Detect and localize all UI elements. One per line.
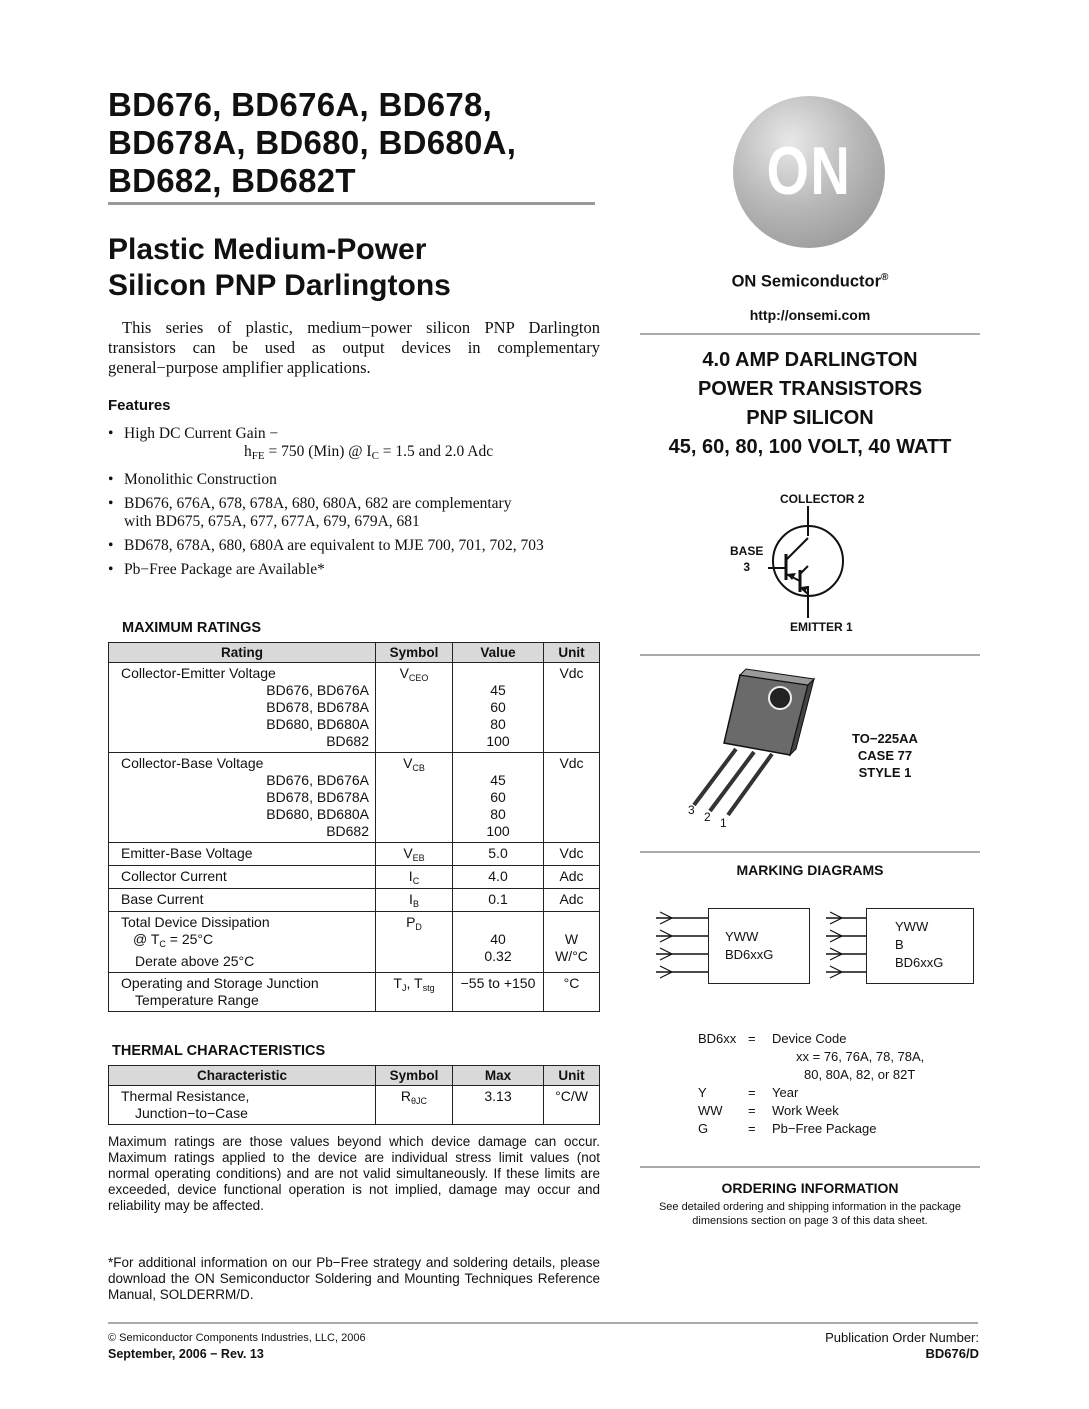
ordering-text: See detailed ordering and shipping information in the package dimensions section on page 3 of this data sheet. — [658, 1201, 962, 1227]
marking-line: BD6xxG — [725, 947, 774, 962]
legend-row: G = Pb−Free Package — [698, 1121, 877, 1136]
revision-date: September, 2006 − Rev. 13 — [108, 1347, 264, 1361]
column-header: Max — [453, 1066, 544, 1086]
table-row: Total Device Dissipation @ $T_C = 25^\circ C$ Derate above 25°C $P_D$ 40 0.32 W W/°C — [109, 912, 600, 973]
column-header: Symbol — [376, 1066, 453, 1086]
table-header-row — [109, 643, 600, 663]
marking-diagram-1 — [656, 908, 811, 988]
max-ratings-table — [108, 642, 600, 1012]
bullet-icon: • — [108, 495, 114, 512]
pin-label: 2 — [704, 810, 711, 824]
right-divider — [640, 851, 980, 853]
marking-line: BD6xxG — [895, 955, 944, 970]
marking-diagram-2 — [826, 908, 981, 988]
feature-item: • Monolithic Construction — [108, 471, 277, 488]
right-divider — [640, 654, 980, 656]
bullet-icon: • — [108, 561, 114, 578]
ordering-heading: ORDERING INFORMATION — [721, 1180, 899, 1196]
table-row: Thermal Resistance, Junction−to−Case $R_{\theta JC}$ 3.13 °C/W — [109, 1086, 600, 1125]
document-subtitle — [108, 232, 608, 304]
features-list — [108, 425, 618, 585]
feature-item: • High DC Current Gain − $h_{FE} = 750$ (Min) @ $I_C = 1.5$ and 2.0 Adc — [108, 425, 618, 465]
brand-name: ON Semiconductor® — [731, 272, 889, 291]
feature-item: • BD678, 678A, 680, 680A are equivalent to MJE 700, 701, 702, 703 — [108, 537, 544, 554]
legend-row: Y = Year — [698, 1085, 799, 1100]
feature-item: • BD676, 676A, 678, 678A, 680, 680A, 682 are complementary with BD675, 675A, 677, 677A, 679, 679A, 681 — [108, 495, 512, 530]
marking-line: B — [895, 937, 904, 952]
marking-line: YWW — [725, 929, 759, 944]
column-header: Rating — [109, 643, 376, 663]
on-semiconductor-logo — [733, 96, 885, 248]
footer-left — [108, 1330, 366, 1362]
document-title — [108, 86, 608, 200]
logo-text: ON — [766, 133, 852, 209]
copyright-text: © Semiconductor Components Industries, LLC, 2006 — [108, 1332, 366, 1344]
bullet-icon: • — [108, 537, 114, 554]
thermal-table — [108, 1065, 600, 1125]
package-info: TO−225AA CASE 77 STYLE 1 — [852, 731, 918, 780]
footer-divider — [108, 1322, 978, 1324]
legend-row: BD6xx = Device Code — [698, 1031, 847, 1046]
lead-frame-icon — [656, 908, 716, 988]
pbfree-footnote: *For additional information on our Pb−Free strategy and soldering details, please download the ON Semiconductor Soldering and Mounting Techniques Reference Manual, SOLDERRM/D. — [108, 1255, 600, 1302]
pnp-darlington-symbol — [728, 488, 888, 638]
subtitle-line: Plastic Medium-Power — [108, 233, 427, 266]
footer-right — [825, 1330, 979, 1362]
column-header: Value — [453, 643, 544, 663]
column-header: Characteristic — [109, 1066, 376, 1086]
column-header: Unit — [544, 1066, 600, 1086]
table-row: Collector-Base Voltage BD676, BD676A BD678, BD678A BD680, BD680A BD682 $V_{CB}$ 45 60 80 100 Vdc — [109, 753, 600, 843]
column-header: Unit — [544, 643, 600, 663]
emitter-label: EMITTER 1 — [790, 620, 853, 634]
column-header: Symbol — [376, 643, 453, 663]
ratings-note: Maximum ratings are those values beyond which device damage can occur. Maximum ratings applied to the device are individual stress limit values (not normal operating conditions) and are not valid simultaneously. If these limits are exceeded, device functional operation is not implied, damage may occur and reliability may be affected. — [108, 1134, 600, 1213]
publication-number: BD676/D — [925, 1346, 979, 1361]
title-line: BD678A, BD680, BD680A, — [108, 124, 517, 161]
table-row: Collector-Emitter Voltage BD676, BD676A BD678, BD678A BD680, BD680A BD682 $V_{CEO}$ 45 60 80 100 Vdc — [109, 663, 600, 753]
feature-item: • Pb−Free Package are Available* — [108, 561, 325, 578]
legend-row: xx = 76, 76A, 78, 78A, — [796, 1049, 925, 1064]
subtitle-line: Silicon PNP Darlingtons — [108, 269, 451, 302]
right-divider — [640, 1166, 980, 1168]
marking-heading: MARKING DIAGRAMS — [736, 862, 884, 878]
table-row: Emitter-Base Voltage $V_{EB}$ 5.0 Vdc — [109, 843, 600, 866]
collector-label: COLLECTOR 2 — [780, 492, 865, 506]
table-row: Operating and Storage Junction Temperature Range $T_J$, $T_{stg}$ −55 to +150 °C — [109, 973, 600, 1012]
product-summary: 4.0 AMP DARLINGTON POWER TRANSISTORS PNP SILICON 45, 60, 80, 100 VOLT, 40 WATT — [668, 349, 952, 458]
title-line: BD682, BD682T — [108, 162, 356, 199]
title-line: BD676, BD676A, BD678, — [108, 86, 493, 123]
hfe-spec: $h_{FE} = 750$ (Min) @ $I_C = 1.5$ and 2.0 Adc — [244, 443, 494, 462]
title-divider — [108, 202, 595, 205]
right-divider — [640, 333, 980, 335]
table-header-row — [109, 1066, 600, 1086]
marking-legend — [698, 1030, 930, 1138]
to225-package-drawing — [680, 665, 820, 830]
table-row: Base Current $I_B$ 0.1 Adc — [109, 889, 600, 912]
pin-label: 3 — [688, 803, 695, 817]
legend-row: 80, 80A, 82, or 82T — [804, 1067, 916, 1082]
table-row: Collector Current $I_C$ 4.0 Adc — [109, 866, 600, 889]
publication-label: Publication Order Number: — [825, 1330, 979, 1345]
website-link[interactable]: http://onsemi.com — [749, 307, 871, 323]
intro-paragraph: This series of plastic, medium−power silicon PNP Darlington transistors can be used as output devices in complementary general−purpose amplifier applications. — [108, 318, 600, 377]
package-icon — [680, 665, 820, 830]
base-label: BASE 3 — [730, 544, 764, 574]
features-heading: Features — [108, 397, 171, 414]
max-ratings-heading: MAXIMUM RATINGS — [122, 620, 262, 636]
marking-line: YWW — [895, 919, 929, 934]
legend-row: WW = Work Week — [698, 1103, 839, 1118]
thermal-heading: THERMAL CHARACTERISTICS — [112, 1043, 326, 1059]
bullet-icon: • — [108, 425, 114, 442]
bullet-icon: • — [108, 471, 114, 488]
pin-label: 1 — [720, 816, 727, 830]
